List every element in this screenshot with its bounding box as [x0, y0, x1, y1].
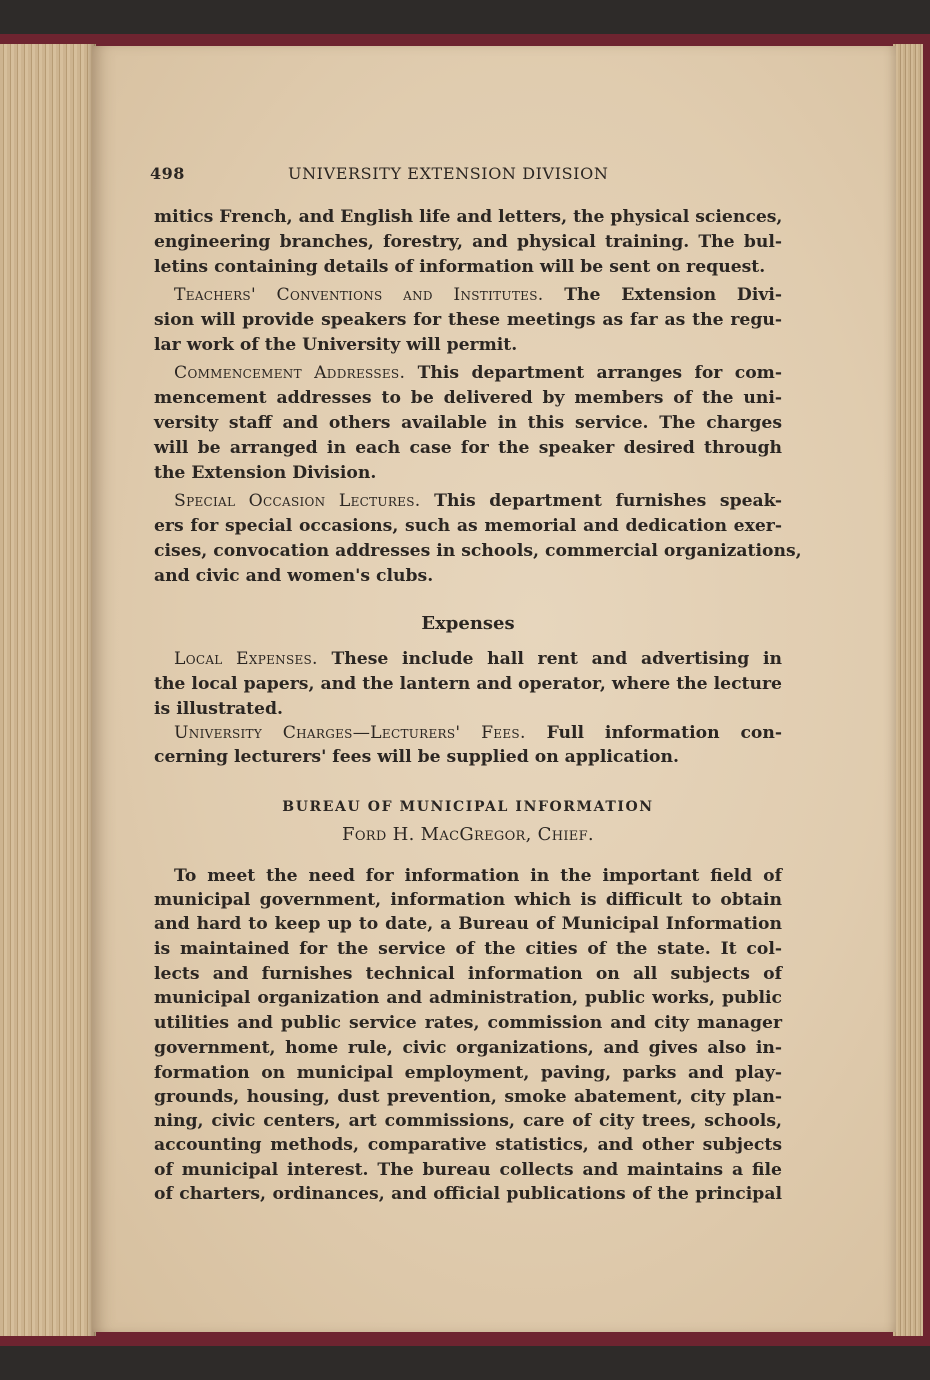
- text-line: and hard to keep up to date, a Bureau of Municipal Information: [154, 914, 782, 934]
- text-line: cerning lecturers' fees will be supplied on application.: [154, 747, 679, 767]
- text-line: engineering branches, forestry, and physical training. The bul-: [154, 232, 782, 252]
- text-line: of municipal interest. The bureau collects and maintains a file: [154, 1160, 782, 1180]
- text-line: To meet the need for information in the important field of: [174, 866, 782, 886]
- text-line: and civic and women's clubs.: [154, 566, 434, 586]
- text-line: municipal organization and administration, public works, public: [154, 988, 782, 1008]
- section-heading: Commencement Addresses.: [174, 363, 406, 383]
- text-line: mitics French, and English life and letters, the physical sciences,: [154, 207, 783, 227]
- text-line: the local papers, and the lantern and operator, where the lecture: [154, 674, 782, 694]
- text-line: formation on municipal employment, paving, parks and play-: [154, 1063, 782, 1083]
- text-line: sion will provide speakers for these meetings as far as the regu-: [154, 310, 782, 330]
- paragraph-first-line: Special Occasion Lectures. This department furnishes speak-: [174, 491, 783, 511]
- running-title: UNIVERSITY EXTENSION DIVISION: [288, 164, 609, 183]
- paragraph-first-line: Local Expenses. These include hall rent and advertising in: [174, 649, 783, 669]
- text-line: accounting methods, comparative statistics, and other subjects: [154, 1135, 782, 1155]
- paragraph-first-line: Commencement Addresses. This department arranges for com-: [174, 363, 782, 383]
- paragraph-first-line: Teachers' Conventions and Institutes. The Extension Divi-: [174, 285, 783, 305]
- section-heading: Teachers' Conventions and Institutes.: [174, 285, 544, 305]
- text-line: versity staff and others available in this service. The charges: [154, 413, 782, 433]
- bureau-chief: Ford H. MacGregor, Chief.: [342, 824, 594, 845]
- text-line: utilities and public service rates, commission and city manager: [154, 1013, 782, 1033]
- text-line: will be arranged in each case for the speaker desired through: [154, 438, 782, 458]
- expenses-heading: Expenses: [421, 613, 515, 634]
- text-line: lects and furnishes technical information on all subjects of: [154, 964, 782, 984]
- page-edges-left: [0, 44, 96, 1336]
- text-line: ers for special occasions, such as memorial and dedication exer-: [154, 516, 782, 536]
- text-line: the Extension Division.: [154, 463, 377, 483]
- text-line: mencement addresses to be delivered by members of the uni-: [154, 388, 782, 408]
- text-line: is maintained for the service of the cities of the state. It col-: [154, 939, 782, 959]
- bureau-title: BUREAU OF MUNICIPAL INFORMATION: [282, 799, 654, 815]
- text-line: is illustrated.: [154, 699, 283, 719]
- text-line: of charters, ordinances, and official publications of the principal: [154, 1184, 782, 1204]
- section-heading: University Charges—Lecturers' Fees.: [174, 723, 526, 743]
- text-line: grounds, housing, dust prevention, smoke abatement, city plan-: [154, 1087, 782, 1107]
- section-heading: Local Expenses.: [174, 649, 318, 669]
- page-number: 498: [150, 164, 185, 183]
- text-line: government, home rule, civic organizations, and gives also in-: [154, 1038, 782, 1058]
- text-line: ning, civic centers, art commissions, care of city trees, schools,: [154, 1111, 782, 1131]
- text-line: cises, convocation addresses in schools, commercial organizations,: [154, 541, 802, 561]
- text-line: lar work of the University will permit.: [154, 335, 518, 355]
- text-line: letins containing details of information will be sent on request.: [154, 257, 766, 277]
- paragraph-first-line: University Charges—Lecturers' Fees. Full information con-: [174, 723, 783, 743]
- text-line: municipal government, information which is difficult to obtain: [154, 890, 782, 910]
- section-heading: Special Occasion Lectures.: [174, 491, 421, 511]
- page-edges-right: [893, 44, 923, 1336]
